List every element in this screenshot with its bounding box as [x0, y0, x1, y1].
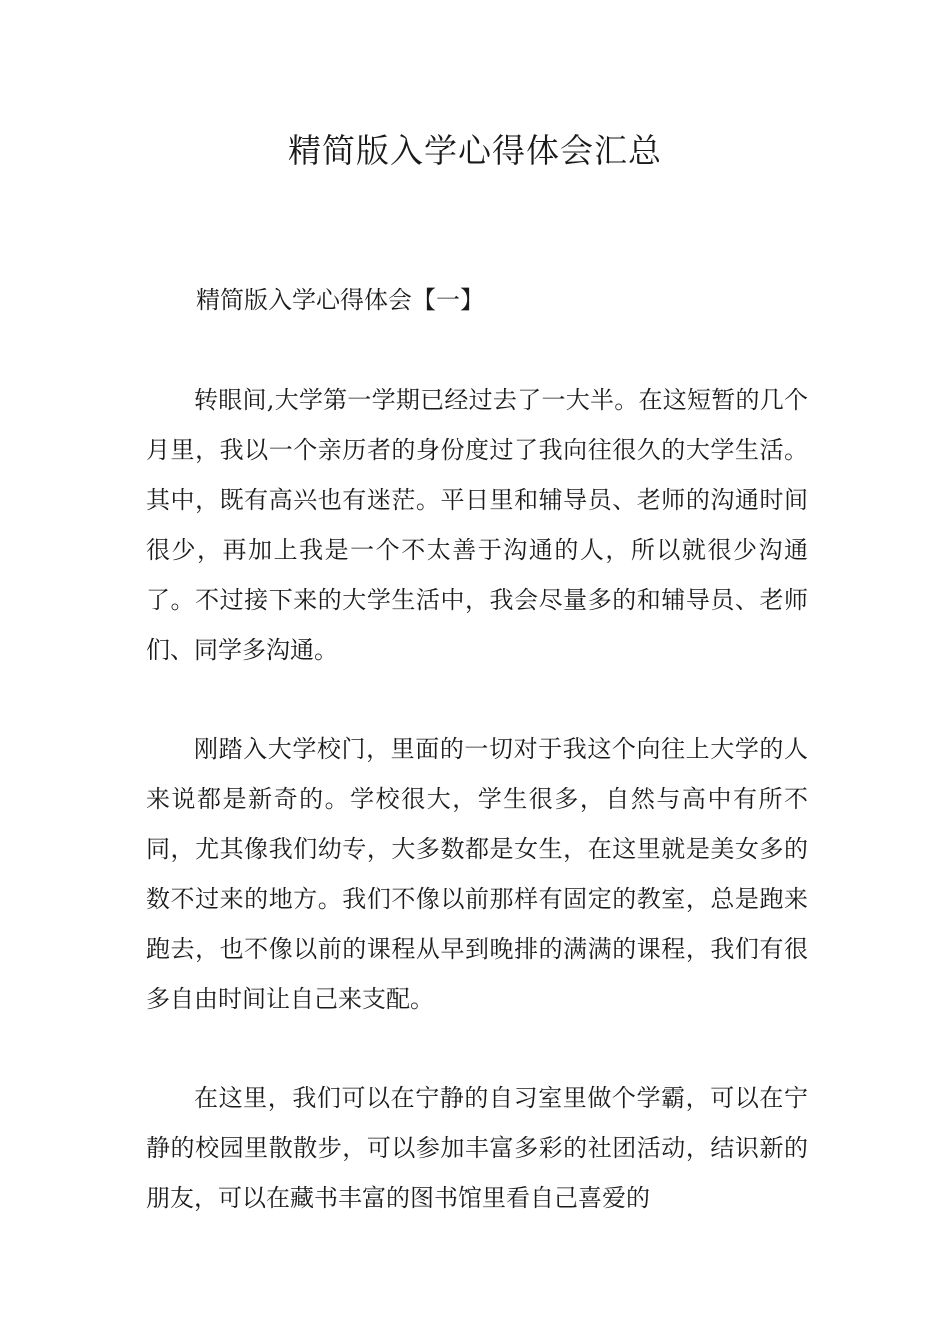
paragraph-2: 刚踏入大学校门，里面的一切对于我这个向往上大学的人来说都是新奇的。学校很大，学生很多，自然与高中有所不同，尤其像我们幼专，大多数都是女生，在这里就是美女多的数不过来的地方。我们不像以前那样有固定的教室，总是跑来跑去，也不像以前的课程从早到晚排的满满的课程，我们有很多自由时间让自己来支配。	[146, 735, 808, 1013]
section-heading: 精简版入学心得体会【一】	[196, 286, 484, 314]
paragraph-1: 转眼间,大学第一学期已经过去了一大半。在这短暂的几个月里，我以一个亲历者的身份度过了我向往很久的大学生活。其中，既有高兴也有迷茫。平日里和辅导员、老师的沟通时间很少，再加上我是一个不太善于沟通的人，所以就很少沟通了。不过接下来的大学生活中，我会尽量多的和辅导员、老师们、同学多沟通。	[146, 386, 808, 664]
document-title: 精简版入学心得体会汇总	[288, 131, 662, 170]
paragraph-3: 在这里，我们可以在宁静的自习室里做个学霸，可以在宁静的校园里散散步，可以参加丰富多彩的社团活动，结识新的朋友，可以在藏书丰富的图书馆里看自己喜爱的	[146, 1084, 808, 1212]
